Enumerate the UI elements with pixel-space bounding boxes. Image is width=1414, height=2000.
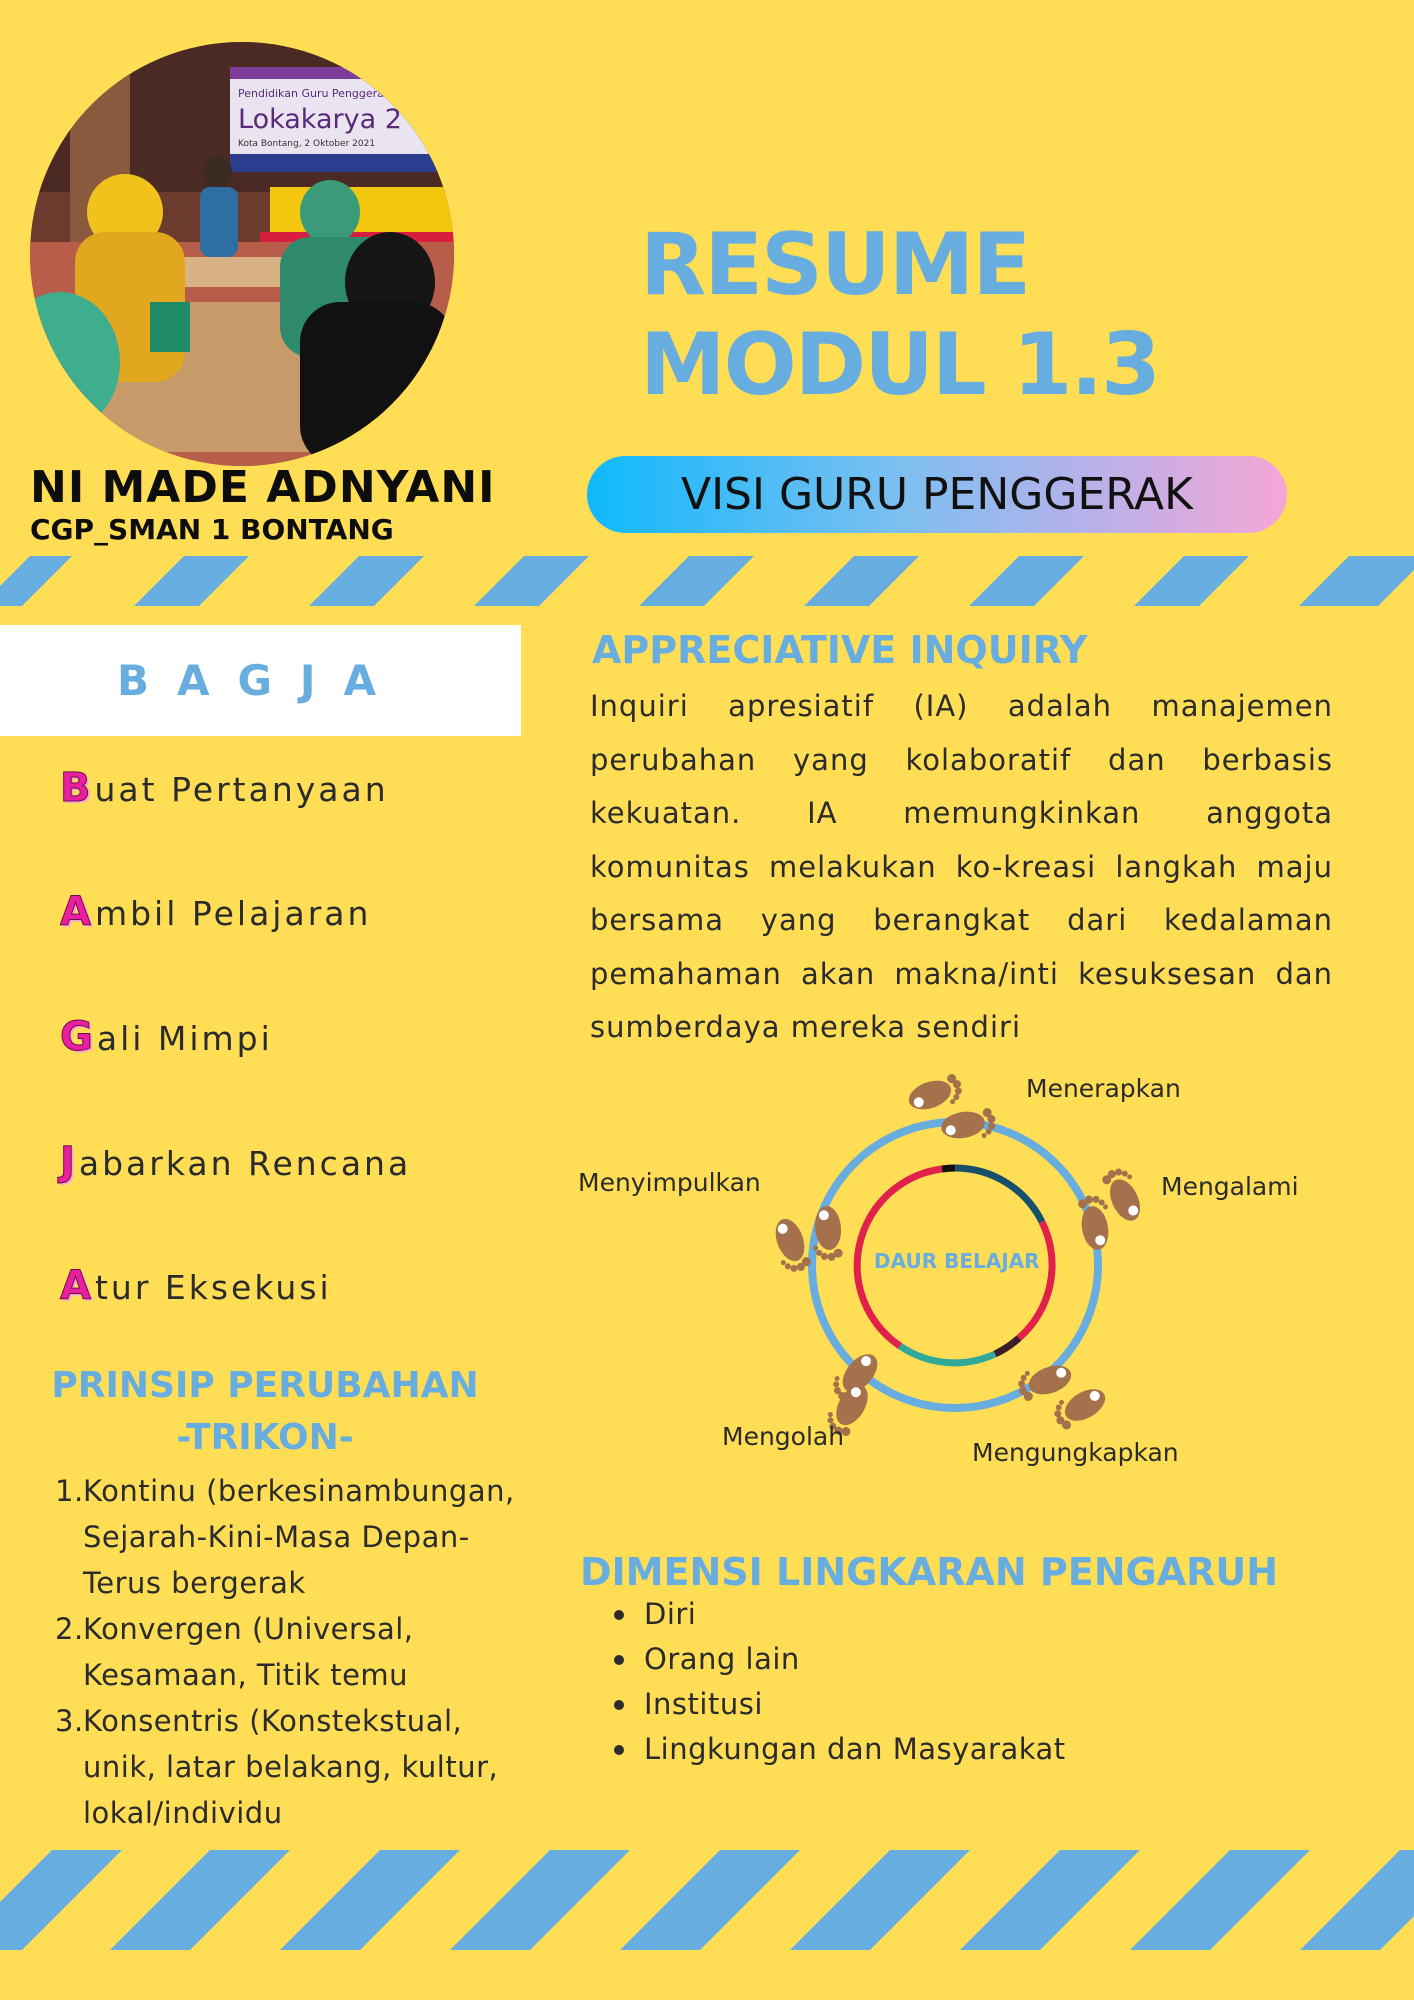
list-number: 3. [55, 1704, 84, 1738]
bagja-letter: G [60, 1014, 93, 1060]
bagja-item-b [60, 765, 389, 811]
dimensi-list [610, 1592, 1066, 1772]
photo-banner-line1: Pendidikan Guru Penggerak Angkatan [238, 87, 447, 100]
list-item [55, 1468, 575, 1606]
bagja-item-a1 [60, 889, 371, 935]
cycle-label-menerapkan: Menerapkan [1026, 1074, 1181, 1103]
bagja-item-a2 [60, 1263, 332, 1309]
list-item-line: lokal/individu [83, 1796, 283, 1830]
footprint-icon [767, 1205, 844, 1277]
bagja-letter: B [60, 765, 91, 811]
appreciative-inquiry-body: Inquiri apresiatif (IA) adalah manajemen perubahan yang kolaboratif dan berbasis kekuatan. IA memungkinkan anggota komunitas melakukan ko-kreasi langkah maju bersama yang berangkat dari kedalaman pemahaman akan makna/inti kesuksesan dan sumberdaya mereka sendiri [590, 689, 1333, 1044]
list-item [55, 1606, 575, 1698]
footprint-icon [1013, 1357, 1110, 1433]
list-item: Institusi [610, 1682, 1066, 1727]
list-item: Orang lain [610, 1637, 1066, 1682]
photo-banner-line3: Kota Bontang, 2 Oktober 2021 [238, 139, 376, 149]
bagja-heading: BAGJA [116, 656, 405, 705]
bagja-text: abarkan Rencana [78, 1144, 412, 1183]
author-school: CGP_SMAN 1 BONTANG [30, 513, 394, 546]
prinsip-list [55, 1468, 575, 1836]
bagja-letter: J [60, 1139, 75, 1185]
list-number: 1. [55, 1474, 84, 1508]
bagja-letter: A [60, 889, 91, 935]
prinsip-title-line-1: PRINSIP PERUBAHAN [51, 1365, 479, 1406]
cycle-label-menyimpulkan: Menyimpulkan [578, 1168, 761, 1197]
bagja-text: mbil Pelajaran [94, 894, 372, 933]
list-item [55, 1698, 575, 1836]
list-number: 2. [55, 1612, 84, 1646]
bagja-heading-box [0, 625, 521, 736]
bagja-text: uat Pertanyaan [94, 770, 389, 809]
list-item-line: Kontinu (berkesinambungan, [83, 1474, 515, 1508]
stripe-divider-top [0, 556, 1414, 606]
title-line-1: RESUME [640, 215, 1030, 315]
list-item-line: Terus bergerak [83, 1566, 306, 1600]
list-item-line: Kesamaan, Titik temu [83, 1658, 409, 1692]
footprint-icon [905, 1071, 998, 1145]
prinsip-title-line-2: -TRIKON- [176, 1417, 354, 1458]
cycle-label-mengungkapkan: Mengungkapkan [972, 1438, 1179, 1467]
title-line-2: MODUL 1.3 [640, 315, 1159, 415]
subtitle-pill [587, 456, 1287, 533]
list-item: Lingkungan dan Masyarakat [610, 1727, 1066, 1772]
page-title [640, 215, 1160, 415]
bagja-letter: A [60, 1263, 91, 1309]
cycle-label-mengalami: Mengalami [1161, 1172, 1299, 1201]
bagja-text: tur Eksekusi [94, 1268, 332, 1307]
stripe-divider-bottom [0, 1850, 1414, 1950]
appreciative-inquiry-title: APPRECIATIVE INQUIRY [592, 628, 1088, 672]
subtitle: VISI GURU PENGGERAK [680, 469, 1193, 520]
dimensi-title: DIMENSI LINGKARAN PENGARUH [580, 1550, 1279, 1594]
workshop-photo [30, 42, 454, 466]
cycle-center-label: DAUR BELAJAR [874, 1249, 1040, 1273]
prinsip-title [40, 1360, 490, 1464]
list-item-line: Konvergen (Universal, [83, 1612, 414, 1646]
list-item-line: Sejarah-Kini-Masa Depan- [83, 1520, 470, 1554]
author-name: NI MADE ADNYANI [30, 462, 496, 513]
bagja-item-g [60, 1014, 273, 1060]
photo-banner-line2: Lokakarya 2 [238, 104, 402, 135]
list-item-line: Konsentris (Konstekstual, [83, 1704, 463, 1738]
bagja-item-j [60, 1139, 411, 1185]
bagja-text: ali Mimpi [96, 1019, 273, 1058]
cycle-label-mengolah: Mengolah [722, 1422, 845, 1451]
daur-belajar-diagram [570, 1050, 1330, 1490]
list-item-line: unik, latar belakang, kultur, [83, 1750, 499, 1784]
list-item: Diri [610, 1592, 1066, 1637]
